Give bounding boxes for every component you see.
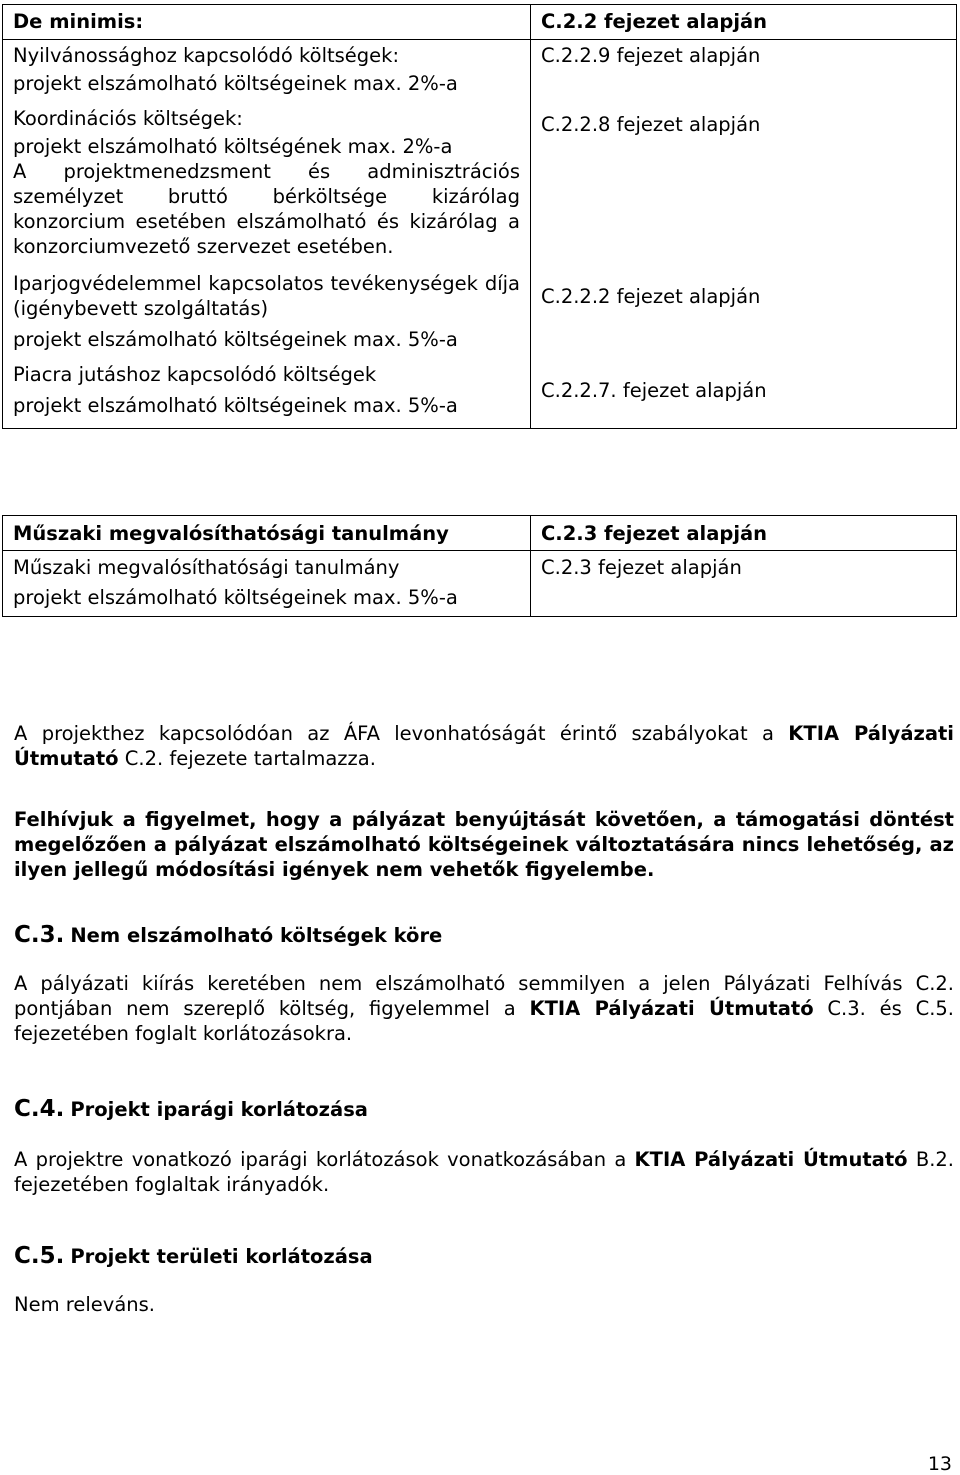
cost-label: Piacra jutáshoz kapcsolódó költségek — [13, 363, 377, 386]
guide-reference: KTIA Pályázati Útmutató — [14, 722, 954, 770]
section-heading-c4 — [14, 1094, 368, 1125]
section-number: C.5. — [14, 1243, 65, 1269]
table-cell — [531, 516, 957, 551]
page-number: 13 — [927, 1453, 952, 1475]
section-number: C.4. — [14, 1096, 65, 1122]
c4-paragraph — [14, 1147, 954, 1197]
table-cell — [3, 516, 531, 551]
c4-text: B.2. fejezetében foglaltak irányadók. — [14, 1148, 955, 1196]
table-cell — [531, 5, 957, 40]
table-cell — [3, 5, 531, 40]
cost-label: Iparjogvédelemmel kapcsolatos tevékenységek díja (igénybevett szolgáltatás) — [13, 272, 520, 320]
table-header-ref: C.2.2 fejezet alapján — [541, 10, 768, 33]
cost-limit: projekt elszámolható költségeinek max. 5%-a — [13, 394, 458, 417]
notice-paragraph: Felhívjuk a figyelmet, hogy a pályázat benyújtását követően, a támogatási döntést megelőzően a pályázat elszámolható költségeinek változtatására nincs lehetőség, az ilyen jellegű módosítási igények nem vehetők figyelembe. — [14, 808, 954, 881]
table-row — [3, 40, 957, 429]
vat-paragraph — [14, 721, 954, 771]
section-title: Nem elszámolható költségek köre — [70, 924, 443, 947]
chapter-ref: C.2.2.9 fejezet alapján — [541, 44, 761, 67]
c3-text: C.3. és C.5. fejezetében foglalt korlátozásokra. — [14, 997, 955, 1045]
cost-label: Nyilvánossághoz kapcsolódó költségek: — [13, 44, 400, 67]
section-heading-c3 — [14, 920, 442, 951]
table-cell — [3, 40, 531, 429]
cost-label: Műszaki megvalósíthatósági tanulmány — [13, 556, 400, 579]
table-header-label: Műszaki megvalósíthatósági tanulmány — [13, 522, 449, 545]
table-header-label: De minimis: — [13, 10, 144, 33]
section-number: C.3. — [14, 922, 65, 948]
guide-reference: KTIA Pályázati Útmutató — [529, 997, 814, 1020]
cost-limit: projekt elszámolható költségének max. 2%-a — [13, 135, 453, 158]
table-cell — [531, 551, 957, 617]
chapter-ref: C.2.3 fejezet alapján — [541, 556, 742, 579]
section-heading-c5 — [14, 1241, 373, 1272]
de-minimis-table — [2, 4, 957, 429]
c4-text: A projektre vonatkozó iparági korlátozások vonatkozásában a — [14, 1148, 635, 1171]
vat-text: A projekthez kapcsolódóan az ÁFA levonhatóságát érintő szabályokat a — [14, 722, 789, 745]
table-cell — [3, 551, 531, 617]
chapter-ref: C.2.2.7. fejezet alapján — [541, 379, 767, 402]
chapter-ref: C.2.2.2 fejezet alapján — [541, 285, 761, 308]
cost-label: Koordinációs költségek: — [13, 107, 243, 130]
table-header-ref: C.2.3 fejezet alapján — [541, 522, 768, 545]
feasibility-study-table — [2, 515, 957, 617]
chapter-ref: C.2.2.8 fejezet alapján — [541, 113, 761, 136]
cost-limit: projekt elszámolható költségeinek max. 5%-a — [13, 328, 458, 351]
table-row — [3, 5, 957, 40]
cost-note: A projektmenedzsment és adminisztrációs személyzet bruttó bérköltsége kizárólag konzorcium esetében elszámolható és kizárólag a konzorciumvezető szervezet esetében. — [13, 160, 520, 258]
guide-reference: KTIA Pályázati Útmutató — [634, 1148, 908, 1171]
c5-paragraph: Nem releváns. — [14, 1293, 155, 1316]
table-row — [3, 516, 957, 551]
c3-paragraph — [14, 971, 954, 1046]
table-cell — [531, 40, 957, 429]
section-title: Projekt iparági korlátozása — [70, 1098, 368, 1121]
vat-text: C.2. fejezete tartalmazza. — [118, 747, 376, 770]
cost-limit: projekt elszámolható költségeinek max. 2%-a — [13, 72, 458, 95]
table-row — [3, 551, 957, 617]
section-title: Projekt területi korlátozása — [70, 1245, 373, 1268]
c3-text: A pályázati kiírás keretében nem elszámolható semmilyen a jelen Pályázati Felhívás C.2. pontjában nem szereplő költség, figyelemmel a — [14, 972, 954, 1020]
cost-limit: projekt elszámolható költségeinek max. 5%-a — [13, 586, 458, 609]
